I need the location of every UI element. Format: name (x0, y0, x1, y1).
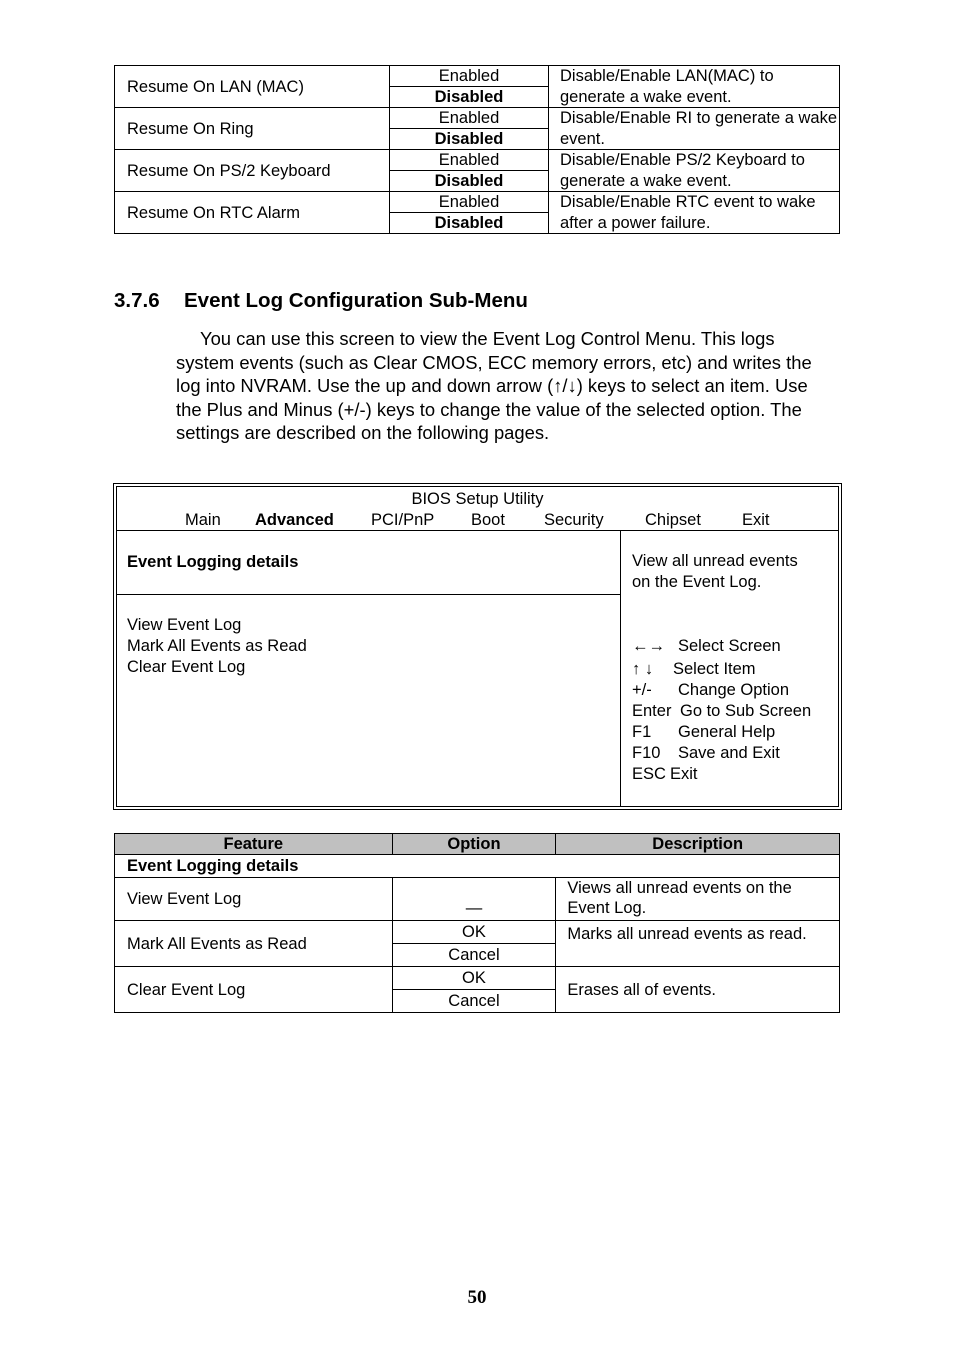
key-legend-row (632, 764, 811, 785)
key-legend-row (632, 701, 811, 722)
key-label: ESC (632, 765, 666, 783)
option-cell: — (392, 878, 556, 921)
column-header: Feature (115, 834, 393, 855)
option-cell: OK (392, 967, 556, 990)
page-number: 50 (467, 1287, 487, 1308)
key-action: General Help (678, 723, 776, 741)
option-cell: Enabled (390, 66, 549, 87)
help-line: View all unread events (632, 552, 798, 570)
feature-cell: View Event Log (115, 878, 393, 921)
key-label: F1 (632, 723, 652, 741)
table-row (115, 150, 840, 171)
option-cell-default: Disabled (390, 87, 549, 108)
description-cell: Views all unread events on the Event Log. (556, 878, 840, 921)
table-row (115, 66, 840, 87)
table-section-row (115, 855, 840, 878)
bios-frame (116, 486, 839, 807)
help-line: on the Event Log. (632, 573, 762, 591)
intro-paragraph (176, 327, 816, 445)
key-legend-row (632, 743, 811, 764)
bios-menu-pcipnp[interactable]: PCI/PnP (371, 511, 435, 529)
option-cell: Enabled (390, 108, 549, 129)
bios-menu-boot[interactable]: Boot (471, 511, 505, 529)
bios-menu-security[interactable]: Security (544, 511, 604, 529)
key-label: Enter (632, 702, 672, 720)
key-action: Go to Sub Screen (680, 702, 812, 720)
feature-cell: Resume On LAN (MAC) (115, 66, 390, 108)
feature-cell: Clear Event Log (115, 967, 393, 1013)
bios-section-title: Event Logging details (127, 553, 299, 571)
option-cell-default: Disabled (390, 213, 549, 234)
bios-item-view-event-log[interactable]: View Event Log (127, 616, 242, 634)
key-action: Select Screen (678, 637, 781, 655)
divider (117, 530, 838, 531)
description-cell: Erases all of events. (556, 967, 840, 1013)
key-action: Change Option (678, 681, 789, 699)
column-header: Description (556, 834, 840, 855)
section-heading (114, 289, 528, 313)
key-legend-row (632, 680, 811, 701)
feature-table (114, 833, 840, 1013)
key-action: Save and Exit (678, 744, 780, 762)
divider (620, 530, 621, 806)
section-number: 3.7.6 (114, 289, 160, 312)
option-cell: Cancel (392, 944, 556, 967)
column-header: Option (392, 834, 556, 855)
option-cell-default: Disabled (390, 171, 549, 192)
bios-item-mark-all-read[interactable]: Mark All Events as Read (127, 637, 307, 655)
section-row-label: Event Logging details (115, 855, 840, 878)
resume-settings-table (114, 65, 840, 234)
feature-cell: Resume On RTC Alarm (115, 192, 390, 234)
table-header-row (115, 834, 840, 855)
option-cell: Enabled (390, 192, 549, 213)
bios-title: BIOS Setup Utility (411, 490, 544, 508)
table-row (115, 108, 840, 129)
table-row (115, 967, 840, 990)
key-legend-row (632, 635, 811, 658)
option-cell-default: Disabled (390, 129, 549, 150)
description-cell: Disable/Enable PS/2 Keyboard to generate a wake event. (549, 150, 840, 192)
option-cell: Enabled (390, 150, 549, 171)
key-action: Select Item (673, 659, 756, 678)
bios-item-clear-event-log[interactable]: Clear Event Log (127, 658, 246, 676)
bios-key-legend (632, 635, 811, 785)
bios-menu-main[interactable]: Main (185, 511, 221, 529)
bios-menu-chipset[interactable]: Chipset (645, 511, 701, 529)
option-cell: OK (392, 921, 556, 944)
key-label: +/- (632, 681, 652, 699)
feature-cell: Mark All Events as Read (115, 921, 393, 967)
key-action: Exit (670, 765, 698, 783)
key-label: F10 (632, 744, 661, 762)
bios-menu-advanced[interactable]: Advanced (255, 511, 334, 529)
table-row (115, 921, 840, 944)
description-cell: Marks all unread events as read. (556, 921, 840, 967)
description-cell: Disable/Enable RI to generate a wake event. (549, 108, 840, 150)
bios-screen (113, 483, 842, 810)
feature-cell: Resume On Ring (115, 108, 390, 150)
table-row (115, 878, 840, 921)
intro-paragraph-text: You can use this screen to view the Event Log Control Menu. This logs system events (such as Clear CMOS, ECC memory errors, etc) and writes the log into NVRAM. Use the up and down arrow (↑/↓) keys to select an item. Use the Plus and Minus (+/-) keys to change the value of the selected option. The settings are described on the following pages. (176, 328, 812, 443)
feature-cell: Resume On PS/2 Keyboard (115, 150, 390, 192)
description-cell: Disable/Enable RTC event to wake after a power failure. (549, 192, 840, 234)
description-cell: Disable/Enable LAN(MAC) to generate a wake event. (549, 66, 840, 108)
bios-help-text (632, 551, 798, 593)
bios-item-list (127, 615, 307, 678)
table-row (115, 192, 840, 213)
section-title: Event Log Configuration Sub-Menu (184, 289, 528, 312)
key-legend-row (632, 658, 811, 681)
bios-menu-exit[interactable]: Exit (742, 511, 770, 529)
key-legend-row (632, 722, 811, 743)
divider (117, 594, 620, 595)
option-cell: Cancel (392, 990, 556, 1013)
key-label: ↑ ↓ (632, 659, 654, 678)
key-label: ←→ (632, 637, 665, 655)
